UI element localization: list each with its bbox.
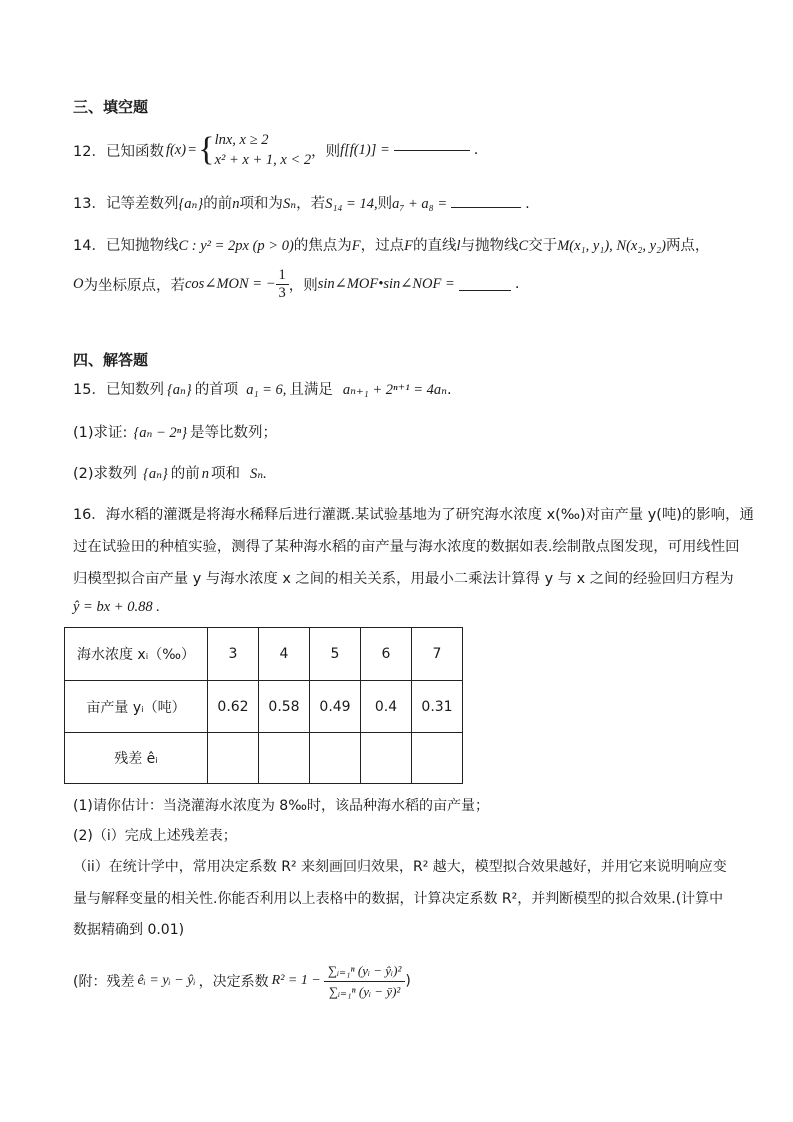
table-cell-y: 0.31 [412, 681, 463, 733]
table-cell-y: 0.4 [361, 681, 412, 733]
q12-answer-blank[interactable] [394, 149, 470, 151]
q15-a1: a₁ = 6, [246, 382, 287, 398]
q16-part3-line2: 量与解释变量的相关性.你能否利用以上表格中的数据，计算决定系数 R²，并判断模型的拟合效果.(计算中 [73, 891, 724, 907]
q13-n: n [232, 196, 240, 212]
question-14-line1 [73, 234, 709, 255]
q13-text-e: 则 [377, 196, 393, 212]
q15-recurrence: aₙ₊₁ + 2ⁿ⁺¹ = 4aₙ [342, 382, 447, 398]
q15-p1-label: (1)求证: [73, 425, 128, 441]
q12-text-a: 已知函数 [105, 143, 164, 160]
q15-part2 [73, 462, 267, 483]
q15-p2-seq: {aₙ} [143, 466, 168, 482]
section-title-fill: 三、填空题 [73, 98, 149, 116]
q14-text-i: ，则 [288, 277, 318, 294]
q16-line3: 归模型拟合亩产量 y 与海水浓度 x 之间的相关关系，用最小二乘法计算得 y 与 x 之间的经验回归方程为 [73, 571, 734, 587]
q16-note-residual: êᵢ = yᵢ − ŷᵢ [137, 973, 196, 988]
q14-number: 14． [73, 238, 106, 254]
table-row-residual [65, 733, 463, 784]
question-13: 13．记等差数列{aₙ}的前n项和为Sₙ，若S₁₄ = 14,则a₇ + a₈ = . [73, 196, 530, 212]
q13-text-d: ，若 [296, 196, 326, 212]
q14-text-c: ，过点 [360, 238, 405, 254]
section-title-answer: 四、解答题 [73, 351, 149, 369]
q15-p2-sn: Sₙ. [250, 466, 267, 482]
table-cell-y: 0.49 [310, 681, 361, 733]
q15-number: 15． [73, 382, 106, 398]
table-cell-residual-blank[interactable] [310, 733, 361, 784]
table-cell-residual-blank[interactable] [259, 733, 310, 784]
q15-text-c: 且满足 [289, 382, 333, 398]
q12-fx: f(x) [165, 141, 187, 158]
table-cell-y: 0.58 [259, 681, 310, 733]
q14-cos: cos∠MON = − [184, 275, 276, 292]
q14-answer-blank[interactable] [459, 289, 511, 291]
q16-part1: (1)请你估计：当浇灌海水浓度为 8‰时，该品种海水稻的亩产量； [73, 798, 489, 814]
q16-line1: 16．海水稻的灌溉是将海水稀释后进行灌溉.某试验基地为了研究海水浓度 x(‰)对亩产量 y(吨)的影响，通 [73, 507, 754, 523]
q14-parabola: C : y² = 2px (p > 0) [178, 238, 294, 254]
table-cell-x: 7 [412, 628, 463, 681]
q12-cases [215, 130, 312, 170]
q15-p2-label: (2)求数列 [73, 466, 138, 482]
q16-data-table [64, 627, 463, 784]
table-cell-residual-blank[interactable] [412, 733, 463, 784]
q13-expr: a₇ + a₈ = [392, 196, 448, 212]
q14-text-b: 的焦点为 [293, 238, 352, 254]
table-cell-x: 5 [310, 628, 361, 681]
q13-sn: Sₙ [282, 196, 297, 212]
q15-p2-text-a: 的前 [170, 466, 200, 482]
q16-part3-line1: （ii）在统计学中，常用决定系数 R² 来刻画回归效果，R² 越大，模型拟合效果越好，并用它来说明响应变 [73, 859, 727, 875]
table-header-residual: 残差 êᵢ [65, 733, 208, 784]
q12-number: 12． [73, 143, 106, 160]
q14-C: C [518, 238, 529, 254]
table-header-yield: 亩产量 yᵢ（吨） [65, 681, 208, 733]
q14-frac-den: 3 [278, 284, 286, 301]
q15-part1 [73, 421, 277, 442]
q16-note-end: ) [405, 973, 411, 989]
q12-brace: { [198, 131, 215, 168]
q15-p1-seq: {aₙ − 2ⁿ} [133, 425, 188, 441]
q14-l: l [456, 238, 461, 254]
q16-part3-line3: 数据精确到 0.01) [73, 922, 185, 938]
table-cell-residual-blank[interactable] [208, 733, 259, 784]
q15-text-b: 的首项 [194, 382, 239, 398]
question-14-line2: O 为坐标原点，若 cos∠MON = − $\frac{1}{3}$ ，则 sin∠MOF•sin∠NOF = . [73, 266, 520, 301]
table-cell-x: 6 [361, 628, 412, 681]
table-row-concentration [65, 628, 463, 681]
q16-line2: 过在试验田的种植实验，测得了某种海水稻的亩产量与海水浓度的数据如表.绘制散点图发现，可用线性回 [73, 539, 740, 555]
q14-text-f: 交于 [528, 238, 558, 254]
table-cell-x: 3 [208, 628, 259, 681]
question-12: 12． 已知函数 f(x) = { lnx, x ≥ 2 x² + x + 1, x < 2 ，则 f[f(1)] = . [73, 131, 479, 168]
q13-number: 13． [73, 196, 106, 212]
q13-text-b: 的前 [203, 196, 233, 212]
q16-part2: (2)（i）完成上述残差表； [73, 828, 237, 844]
q14-fraction [276, 267, 289, 302]
q16-note [73, 946, 411, 1016]
q16-regression-equation: ŷ = bx + 0.88 . [73, 599, 160, 615]
q12-case1: lnx, x ≥ 2 [214, 132, 269, 148]
q13-cond: S₁₄ = 14, [325, 196, 378, 212]
question-15: 15．已知数列 {aₙ} 的首项 a₁ = 6, 且满足 aₙ₊₁ + 2ⁿ⁺¹ = 4aₙ. [73, 382, 452, 398]
q15-p2-text-b: 项和 [211, 466, 241, 482]
q13-answer-blank[interactable] [451, 206, 521, 208]
table-row-yield [65, 681, 463, 733]
table-cell-x: 4 [259, 628, 310, 681]
q13-seq: {aₙ} [178, 196, 204, 212]
q14-expr: sin∠MOF•sin∠NOF = [317, 275, 455, 292]
q15-text-a: 已知数列 [105, 382, 164, 398]
q12-case2: x² + x + 1, x < 2 [214, 152, 312, 168]
q12-text-b: ，则 [311, 143, 341, 160]
q14-text-g: 两点， [665, 238, 710, 254]
q14-text-a: 已知抛物线 [105, 238, 179, 254]
q16-note-r2: R² = 1 − [271, 973, 321, 988]
q14-text-h: 为坐标原点，若 [83, 277, 185, 294]
q16-note-b: ，决定系数 [198, 974, 269, 990]
q14-frac-num: 1 [276, 267, 289, 285]
q14-points: M(x₁, y₁), N(x₂, y₂) [557, 238, 666, 254]
q14-O: O [73, 275, 84, 292]
q15-p2-n: n [201, 466, 210, 482]
q16-r2-denominator: ∑ᵢ₌₁ⁿ (yᵢ − ȳ)² [328, 983, 401, 999]
table-header-concentration: 海水浓度 xᵢ（‰） [65, 628, 208, 681]
q15-p1-text: 是等比数列； [190, 425, 278, 441]
q13-text-c: 项和为 [239, 196, 283, 212]
table-cell-y: 0.62 [208, 681, 259, 733]
q14-text-e: 与抛物线 [460, 238, 519, 254]
q16-note-a: (附：残差 [73, 974, 135, 990]
q14-F: F [351, 238, 361, 254]
q15-seq: {aₙ} [166, 382, 192, 398]
table-cell-residual-blank[interactable] [361, 733, 412, 784]
q16-r2-fraction [324, 961, 406, 1002]
q14-F2: F [404, 238, 413, 254]
q16-r2-numerator: ∑ᵢ₌₁ⁿ (yᵢ − ŷᵢ)² [324, 961, 406, 982]
q14-text-d: 的直线 [413, 238, 457, 254]
q12-expr: f[f(1)] = [340, 141, 390, 158]
q13-text-a: 记等差数列 [105, 196, 179, 212]
